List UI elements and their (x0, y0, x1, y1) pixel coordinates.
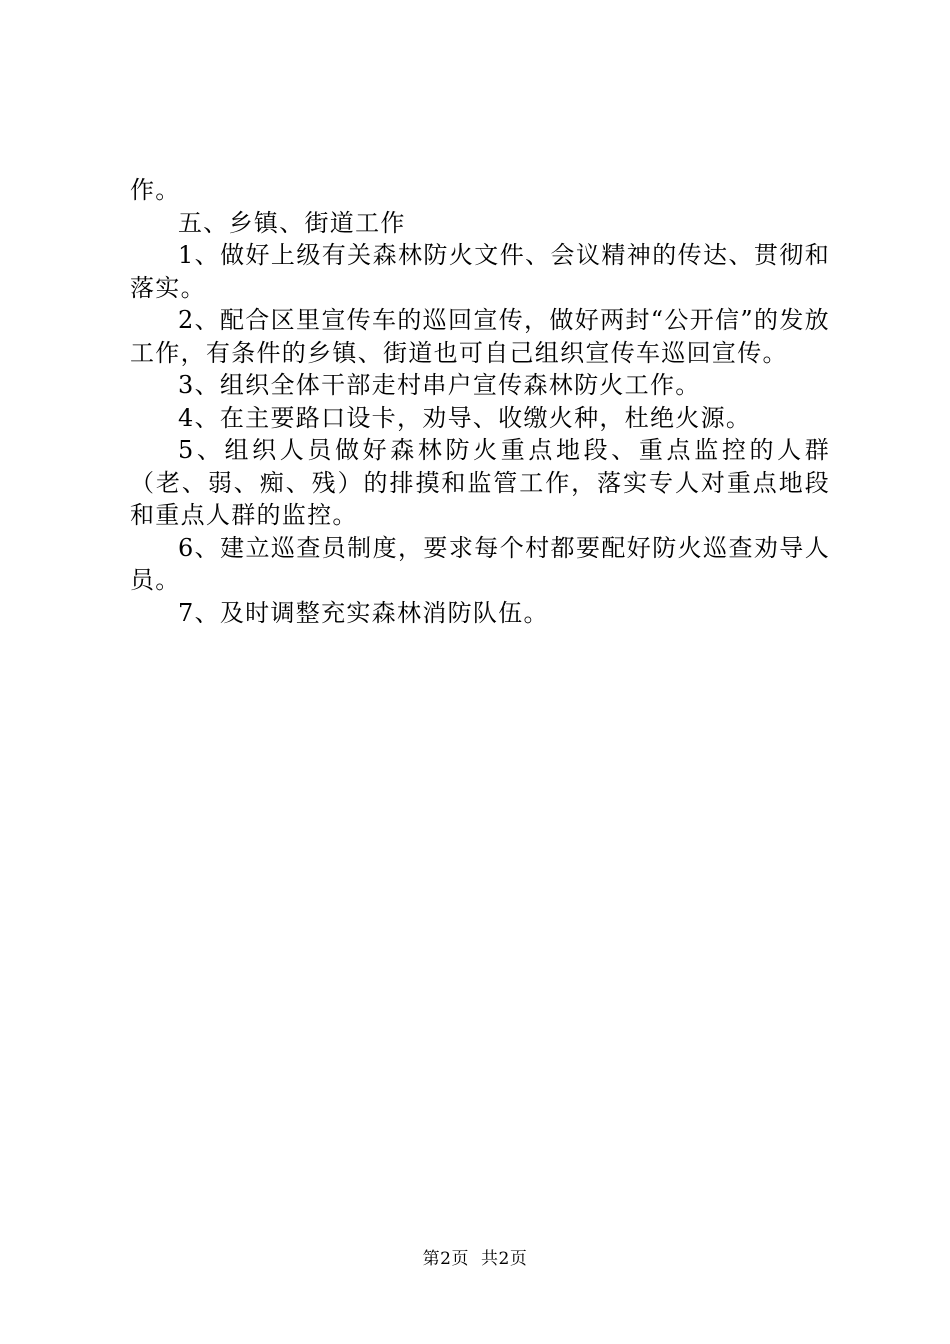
list-item-3: 3、组织全体干部走村串户宣传森林防火工作。 (178, 371, 701, 399)
list-item-2: 2、配合区里宣传车的巡回宣传，做好两封“公开信”的发放工作，有条件的乡镇、街道也可自己组织宣传车巡回宣传。 (130, 306, 830, 367)
list-item-7: 7、及时调整充实森林消防队伍。 (178, 598, 549, 627)
section-heading: 五、乡镇、街道工作 (178, 208, 406, 237)
list-item-5: 5、组织人员做好森林防火重点地段、重点监控的人群（老、弱、痴、残）的排摸和监管工作，落实专人对重点地段和重点人群的监控。 (130, 436, 830, 529)
list-item-1: 1、做好上级有关森林防火文件、会议精神的传达、贯彻和落实。 (130, 241, 830, 302)
list-item-4: 4、在主要路口设卡，劝导、收缴火种，杜绝火源。 (178, 403, 752, 432)
page-total: 共2页 (481, 1249, 528, 1269)
page-footer (0, 1244, 950, 1269)
paragraph-continuation: 作。 (130, 176, 181, 204)
page-number: 第2页 (422, 1249, 469, 1269)
list-item-6: 6、建立巡查员制度，要求每个村都要配好防火巡查劝导人员。 (130, 533, 830, 594)
document-body (130, 174, 830, 629)
